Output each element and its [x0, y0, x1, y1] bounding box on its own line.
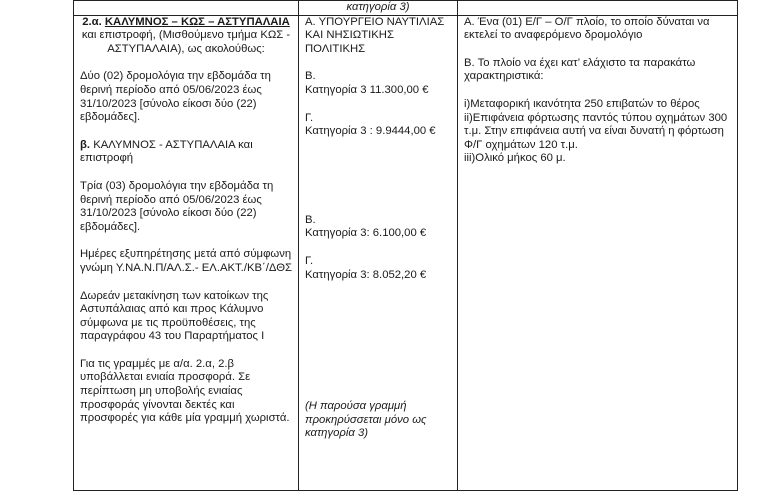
cell-routes: [74, 15, 299, 490]
route-a-b-label: Β.: [305, 70, 316, 83]
feature-capacity: i)Μεταφορική ικανότητα 250 επιβατών το θέρος: [464, 97, 700, 110]
cell-categories: [299, 15, 458, 490]
authority-name: Α. ΥΠΟΥΡΓΕΙΟ ΝΑΥΤΙΛΙΑΣ ΚΑΙ ΝΗΣΙΩΤΙΚΗΣ ΠΟΛΙΤΙΚΗΣ: [305, 15, 445, 55]
category-footnote: (Η παρούσα γραμμή προκηρύσσεται μόνο ως κατηγορία 3): [305, 400, 427, 440]
route-b-code: β.: [80, 138, 91, 151]
route-a-c-value: Κατηγορία 3 : 9.9444,00 €: [305, 125, 436, 138]
vessel-description: Α. Ένα (01) Ε/Γ – Ο/Γ πλοίο, το οποίο δύναται να εκτελεί το αναφερόμενο δρομολόγιο: [464, 15, 710, 42]
route-b-c-label: Γ.: [305, 254, 314, 267]
route-b-heading: [80, 139, 292, 166]
features-intro: Β. Το πλοίο να έχει κατ’ ελάχιστο τα παρακάτω χαρακτηριστικά:: [464, 56, 696, 83]
route-b-c-value: Κατηγορία 3: 8.052,20 €: [305, 268, 427, 281]
cell-top-category: κατηγορία 3): [299, 1, 458, 16]
route-b-title: ΚΑΛΥΜΝΟΣ - ΑΣΤΥΠΑΛΑΙΑ και επιστροφή: [80, 138, 253, 165]
route-a-c-label: Γ.: [305, 111, 314, 124]
route-a-subtitle: και επιστροφή, (Μισθούμενο τμήμα ΚΩΣ - ΑΣΤΥΠΑΛΑΙΑ), ως ακολούθως:: [81, 29, 291, 55]
cell-top-vessel: [458, 1, 738, 16]
route-b-schedule: Τρία (03) δρομολόγια την εβδομάδα τη θερινή περίοδο από 05/06/2023 έως 31/10/2023 [σύνολο είκοσι δύο (22) εβδομάδες].: [80, 179, 274, 233]
cell-vessel-requirements: [458, 15, 738, 490]
route-a-title: ΚΑΛΥΜΝΟΣ – ΚΩΣ – ΑΣΤΥΠΑΛΑΙΑ: [104, 15, 290, 28]
offer-note: Για τις γραμμές με α/α. 2.α, 2.β υποβάλλεται ενιαία προσφορά. Σε περίπτωση μη υποβολής ενιαίας προσφοράς γίνονται δεκτές και προσφορές για κάθε μία γραμμή χωριστά.: [80, 357, 290, 425]
route-a-heading: [80, 16, 292, 57]
feature-deck-area: ii)Επιφάνεια φόρτωσης παντός τύπου οχημάτων 300 τ.μ. Στην επιφάνεια αυτή να είναι δυνατή η φόρτωση Φ/Γ οχημάτων 120 τ.μ.: [464, 111, 728, 151]
route-a-schedule: Δύο (02) δρομολόγια την εβδομάδα τη θερινή περίοδο από 05/06/2023 έως 31/10/2023 [σύνολο είκοσι δύο (22) εβδομάδες].: [80, 70, 271, 124]
route-a-code: 2.α.: [82, 15, 102, 28]
table-row: [74, 1, 738, 16]
tender-table: [73, 0, 738, 491]
table-row: [74, 15, 738, 490]
route-a-b-value: Κατηγορία 3 11.300,00 €: [305, 83, 429, 96]
route-b-b-label: Β.: [305, 213, 316, 226]
free-transport-note: Δωρεάν μετακίνηση των κατοίκων της Αστυπάλαιας από και προς Κάλυμνο σύμφωνα με τις προϋποθέσεις, της παραγράφου 43 του Παραρτήματος Ι: [80, 289, 269, 343]
service-days-note: Ημέρες εξυπηρέτησης μετά από σύμφωνη γνώμη Υ.ΝΑ.Ν.Π/ΑΛ.Σ.- ΕΛ.ΑΚΤ./ΚΒ΄/ΔΘΣ: [80, 248, 293, 274]
route-b-b-value: Κατηγορία 3: 6.100,00 €: [305, 227, 427, 240]
cell-top-route: [74, 1, 299, 16]
feature-length: iii)Ολικό μήκος 60 μ.: [464, 152, 566, 165]
